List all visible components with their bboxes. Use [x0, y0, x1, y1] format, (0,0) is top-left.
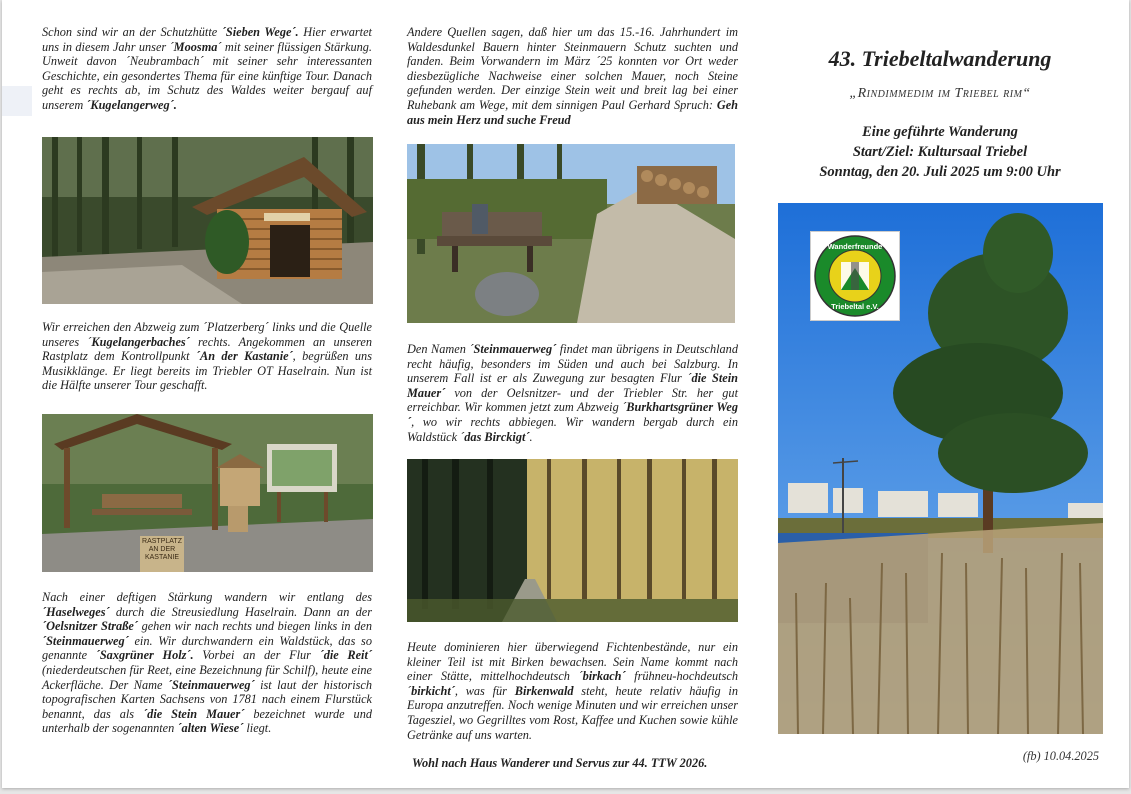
rest-area-sign-text: RASTPLATZ AN DER KASTANIE	[142, 538, 182, 561]
event-description: Eine geführte Wanderung	[862, 124, 1018, 140]
text-run: Schon sind wir an der Schutzhütte	[42, 25, 222, 39]
text-run: , begrüßen uns Musikklänge. Er liegt bereits im Triebler OT Haselrain. Nun ist die Hälfte unserer Tour geschafft.	[42, 349, 372, 393]
text-run: findet man übrigens in Deutschland recht häufig, besonders im Süden und auch bei Salzburg. In unserem Fall ist er als Zuwegung zur besagten Flur ´	[407, 342, 738, 386]
emphasized-term: ´Haselweges´	[42, 604, 110, 619]
emphasized-term: die Stein Mauer´	[407, 371, 738, 400]
emphasized-term: ´die Stein Mauer´	[143, 706, 245, 721]
col1-paragraph-2	[42, 320, 372, 393]
text-run: Vorbei an der Flur	[193, 648, 320, 663]
photo-rest-area-kastanie	[42, 414, 373, 572]
emphasized-term: ´die Reit´	[319, 648, 372, 663]
event-date-time: Sonntag, den 20. Juli 2025 um 9:00 Uhr	[819, 164, 1061, 180]
col2-paragraph-3	[407, 640, 738, 742]
club-logo-text-top: Wanderfreunde	[827, 242, 883, 251]
emphasized-term: Burkhartsgrüner Weg´	[407, 400, 738, 429]
text-run: , was für	[454, 683, 515, 698]
emphasized-term: ´An der Kastanie´	[195, 349, 293, 364]
col1-paragraph-3	[42, 590, 372, 736]
emphasized-term: ´Sieben Wege´.	[221, 25, 299, 39]
text-run: ´ mit seiner flüssigen Stärkung. Unweit davon ´Neubrambach´ mit seiner sehr interessanten Geschichte, ein gesondertes Thema für eine künftige Tour. Danach geht es rechts ab, im Schutz des Waldes weiter bergauf auf unserem	[42, 39, 372, 112]
text-run: Andere Quellen sagen, daß hier um das 15.-16. Jahrhundert im Waldesdunkel Bauern hinter Steinmauern Schutz suchten und fanden. Beim Vorwandern im März ´25 konnten vor Ort weder diesbezügliche Nachweise einer solchen Mauer, noch Steine gefunden werden. Der einzige Stein weit und breit lag bei einer Ruhebank am Wege, mit dem sinnigen Paul Gerhard Spruch:	[407, 25, 738, 112]
document-date: (fb) 10.04.2025	[1022, 749, 1099, 763]
photo-pond-pine-tree	[778, 203, 1103, 734]
text-run: ist laut der historisch topografischen Karten Sachsens von 1781 nach einem Flurstück benannt, das als	[42, 677, 373, 721]
col2-paragraph-1	[407, 25, 738, 127]
text-run: rechts. Angekommen an unseren Rastplatz dem Kontrollpunkt	[42, 334, 372, 364]
emphasized-term: ´Kugelangerweg´.	[86, 97, 177, 112]
emphasized-term: ´Saxgrüner Holz´.	[95, 648, 194, 663]
event-subtitle: „Rindimmedim im Triebel rim“	[849, 86, 1031, 101]
text-run: gehen wir nach rechts und biegen links in den	[137, 619, 372, 634]
photo-shelter-hut	[42, 137, 373, 304]
col1-paragraph-1	[42, 25, 372, 113]
emphasized-term: Birkenwald	[514, 683, 574, 698]
emphasized-term: ´alten Wiese´	[177, 721, 244, 736]
text-run: ein. Wir durchwandern ein Waldstück, das so genannte	[42, 633, 372, 663]
text-run: von der Oelsnitzer- und der Triebler Str. her gut erreichbar. Wir kommen jetzt zum Abzweig ´	[407, 385, 738, 415]
text-run: Heute dominieren hier überwiegend Fichtenbestände, nur ein kleiner Teil ist mit Birken bewachsen. Sein Name kommt nach einer Stätte, mittelhochdeutsch ´	[407, 640, 738, 684]
emphasized-term: Kugelangerbaches´	[91, 334, 190, 349]
emphasized-term: birkach´	[582, 669, 626, 684]
col2-paragraph-2	[407, 342, 738, 444]
club-logo	[810, 231, 900, 321]
club-logo-text-bottom: Triebeltal e.V.	[831, 302, 879, 311]
text-run: , wo wir rechts abbiegen. Wir wandern bergab durch ein Waldstück ´	[407, 414, 738, 444]
text-run: bezeichnet wurde und unterhalb der sogenannten	[42, 706, 372, 736]
text-run: .	[529, 429, 533, 444]
emphasized-term: Geh aus mein Herz und suche Freud	[407, 97, 738, 127]
emphasized-term: ´Steinmauerweg´	[42, 633, 129, 648]
photo-bench-stone	[407, 144, 735, 323]
text-run: steht, heute relativ häufig in Europa anzutreffen. Noch wenige Minuten und wir erreichen unser Tagesziel, wo Gegrilltes vom Rost, Kaffee und Kuchen sowie kühle Getränke auf uns warten.	[407, 683, 738, 742]
emphasized-term: birkicht´	[411, 683, 455, 698]
emphasized-term: ´Oelsnitzer Straße´	[42, 619, 138, 634]
emphasized-term: ´Steinmauerweg´	[167, 677, 255, 692]
event-start-finish: Start/Ziel: Kultursaal Triebel	[852, 144, 1028, 160]
photo-forest-path-birckigt	[407, 459, 738, 622]
emphasized-term: das Birckigt´	[464, 429, 530, 444]
text-run: durch die Streusiedlung Haselrain. Dann an der	[109, 604, 372, 619]
event-title: 43. Triebeltalwanderung	[828, 46, 1052, 71]
text-run: Nach einer deftigen Stärkung wandern wir entlang des	[42, 590, 372, 604]
emphasized-term: Steinmauerweg´	[473, 342, 557, 356]
emphasized-term: Moosma	[173, 39, 218, 54]
brochure-page	[2, 0, 1129, 788]
text-run: Hier erwartet uns in diesem Jahr unser ´	[42, 25, 372, 54]
text-run: liegt.	[243, 721, 272, 736]
closing-greeting: Wohl nach Haus Wanderer und Servus zur 44. TTW 2026.	[412, 756, 708, 770]
text-run: (niederdeutschen für Reet, eine Bezeichnung für Schilf), heute eine Ackerfläche. Der Name	[42, 662, 372, 692]
text-run: Den Namen ´	[407, 342, 474, 356]
page-corner-marker	[2, 86, 32, 116]
text-run: frühneu-hochdeutsch ´	[407, 669, 738, 698]
text-run: Wir erreichen den Abzweig zum ´Platzerberg´ links und die Quelle unseres ´	[42, 320, 372, 349]
